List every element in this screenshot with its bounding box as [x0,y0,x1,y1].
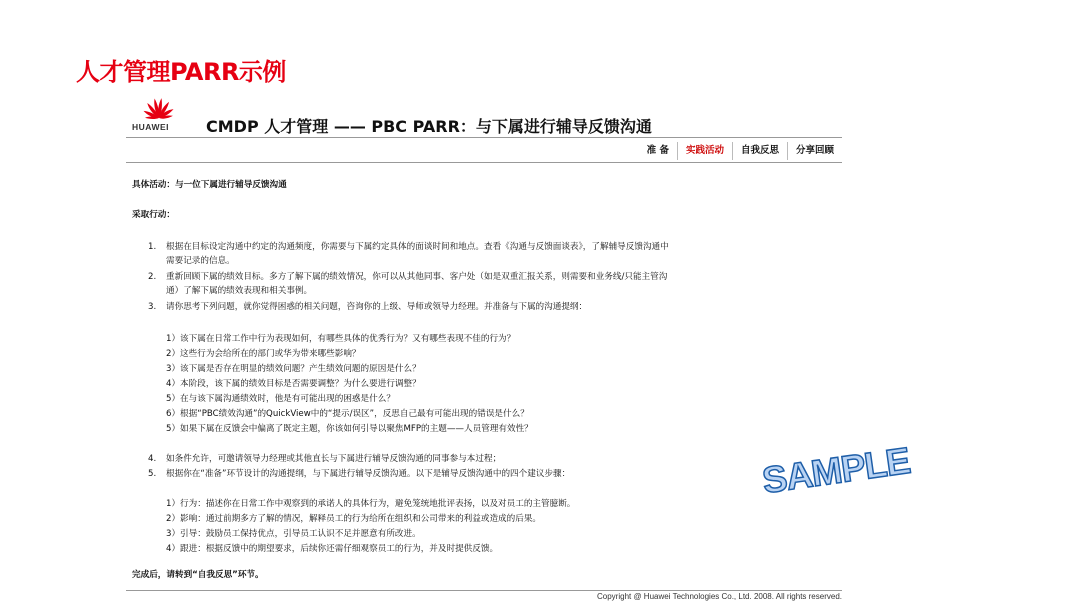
footer-divider [126,590,842,591]
copyright-text: Copyright @ Huawei Technologies Co., Ltd. 2008. All rights reserved. [597,592,842,601]
tab-practice-activity[interactable]: 实践活动 [677,142,732,160]
question-item: 6）根据“PBC绩效沟通”的QuickView中的“提示/误区”，反思自己最有可能出现的错误是什么？ [166,409,529,419]
step-item: 3. 请你思考下列问题，就你觉得困惑的相关问题，咨询你的上级、导师或领导力经理。并准备与下属的沟通提纲： [148,302,588,312]
activity-line: 具体活动：与一位下属进行辅导反馈沟通 [132,180,287,190]
question-item: 5）在与该下属沟通绩效时，他是有可能出现的困惑是什么？ [166,394,395,404]
suggestion-item: 1）行为：描述你在日常工作中观察到的承诺人的具体行为，避免笼统地批评表扬，以及对员工的主管臆断。 [166,499,576,509]
header-divider [126,137,842,138]
suggestion-item: 2）影响：通过前期多方了解的情况，解释员工的行为给所在组织和公司带来的利益或造成的后果。 [166,514,542,524]
suggestion-item: 4）跟进：根据反馈中的期望要求，后续你还需仔细观察员工的行为，并及时提供反馈。 [166,544,499,554]
tabs-divider [126,162,842,163]
question-item: 2）这些行为会给所在的部门或华为带来哪些影响？ [166,349,361,359]
question-item: 5）如果下属在反馈会中偏离了既定主题，你该如何引导以聚焦MFP的主题——人员管理有效性？ [166,424,533,434]
sample-stamp: SAMPLE [759,439,913,502]
completion-line: 完成后，请转到“自我反思”环节。 [132,570,264,580]
logo-text: HUAWEI [132,122,169,132]
step-item-continuation: 通）了解下属的绩效表现和相关事例。 [166,286,313,296]
step-item: 1. 根据在目标设定沟通中约定的沟通频度，你需要与下属约定具体的面谈时间和地点。查看《沟通与反馈面谈表》，了解辅导反馈沟通中 [148,242,669,252]
document-title: CMDP 人才管理 —— PBC PARR：与下属进行辅导反馈沟通 [206,117,652,136]
suggestion-item: 3）引导：鼓励员工保持优点，引导员工认识不足并愿意有所改进。 [166,529,421,539]
slide-title: 人才管理PARR示例 [76,58,286,86]
question-item: 3）该下属是否存在明显的绩效问题？产生绩效问题的原因是什么？ [166,364,421,374]
step-item-continuation: 需要记录的信息。 [166,256,235,266]
tab-prepare[interactable]: 准 备 [646,145,669,156]
document-screenshot [126,92,842,602]
step-item: 4. 如条件允许，可邀请领导力经理或其他直长与下属进行辅导反馈沟通的同事参与本过程； [148,454,502,464]
tab-share-review[interactable]: 分享回顾 [787,142,842,160]
question-item: 4）本阶段，该下属的绩效目标是否需要调整？为什么要进行调整？ [166,379,421,389]
tab-self-reflection[interactable]: 自我反思 [732,142,787,160]
step-item: 5. 根据你在“准备”环节设计的沟通提纲，与下属进行辅导反馈沟通。以下是辅导反馈沟通中的四个建议步骤： [148,469,571,479]
question-item: 1）该下属在日常工作中行为表现如何，有哪些具体的优秀行为？又有哪些表现不佳的行为？ [166,334,516,344]
tab-bar [639,140,842,162]
actions-heading: 采取行动： [132,210,175,220]
step-item: 2. 重新回顾下属的绩效目标。多方了解下属的绩效情况，你可以从其他同事、客户处（如是双重汇报关系，则需要和业务线/只能主管沟 [148,272,668,282]
